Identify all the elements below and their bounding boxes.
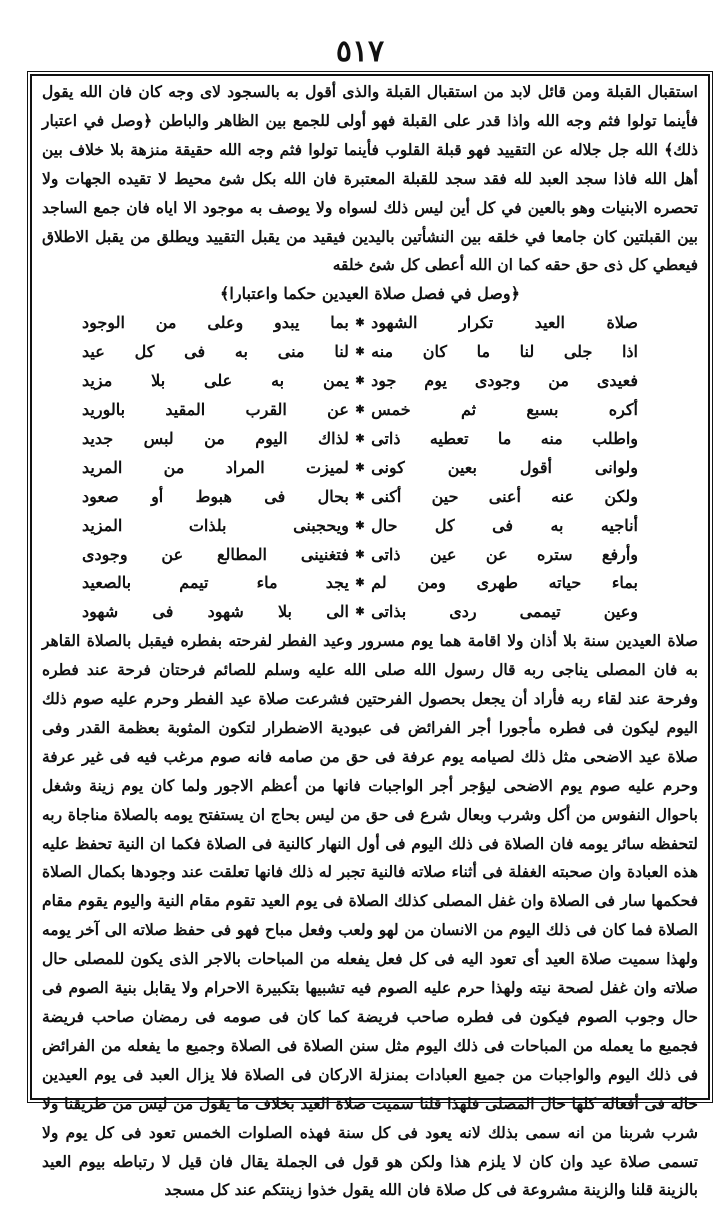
first-hemistich: فعيدى من وجودى يوم جود xyxy=(371,371,638,391)
verse-separator-icon: ✱ xyxy=(355,374,365,388)
intro-paragraph: استقبال القبلة ومن قائل لابد من استقبال القبلة والذى أقول به بالسجود لاى وجه كان فان الله يقول فأينما تولوا فثم وجه الله واذا قدر على القبلة فهو أولى للجمع بين الظاهر والباطن ﴿وصل في اعتبار ذلك﴾ الله جل جلاله عن التقييد فهو قبلة القلوب فأينما تولوا فثم وجه الله حقيقة منزهة بلا خلاف بين أهل الله فاذا سجد العبد لله فقد سجد للقبلة المعتبرة فان الله بكل شئ محيط لا تقيده الجهات ولا تحصره الابنيات وهو بالعين في كل أين ليس ذلك لسواه ولا يوصف به موجود الا اياه فان جمع الساجد بين القبلتين كان جامعا في خلقه بين النشأتين باليدين فيقيد من يقبل التقييد ويطلق من يقبل الاطلاق فيعطي كل ذى حق حقه كما ان الله أعطى كل شئ خلقه xyxy=(42,82,698,275)
first-hemistich: أكره بسبع ثم خمس xyxy=(371,399,638,419)
first-hemistich: وأرفع ستره عن عين ذاتى xyxy=(371,544,638,564)
first-hemistich: ولوانى أقول بعين كونى xyxy=(371,457,638,477)
poem-verse xyxy=(82,512,638,541)
section-heading: ﴿وصل في فصل صلاة العيدين حكما واعتبارا﴾ xyxy=(220,284,520,304)
first-hemistich: صلاة العيد تكرار الشهود xyxy=(371,313,638,333)
verse-separator-icon: ✱ xyxy=(355,489,365,503)
page-content xyxy=(42,78,698,1205)
second-hemistich: بما يبدو وعلى من الوجود xyxy=(82,313,349,333)
verse-separator-icon: ✱ xyxy=(355,518,365,532)
poem xyxy=(42,309,698,627)
second-hemistich: لنا منى به فى كل عيد xyxy=(82,342,349,362)
poem-verse xyxy=(82,598,638,627)
poem-verse xyxy=(82,454,638,483)
page-number: ٥١٧ xyxy=(335,34,385,69)
poem-verse xyxy=(82,396,638,425)
verse-separator-icon: ✱ xyxy=(355,460,365,474)
body-paragraph: صلاة العيدين سنة بلا أذان ولا اقامة هما يوم مسرور وعيد الفطر لفرحته بفطره فيقبل بالصلاة القاهر به فان المصلى يناجى ربه قال رسول الله صلى الله عليه وسلم للصائم فرحتان فرحة عند فطره وفرحة عند لقاء ربه فأراد أن يجعل بحصول الفرحتين فشرعت صلاة عيد الفطر وحرم عليه صوم ذلك اليوم ليكون فى فطره مأجورا أجر الفرائض فى عبودية الاضطرار لتكون المثوبة بعظمة القدر وفى صلاة عيد الاضحى مثل ذلك لصيامه يوم عرفة فى حق من صامه فانه صوم مرغب فيه فى غير عرفة وحرم عليه صوم يوم الاضحى ليؤجر أجر الواجبات فانها من أعظم الاجور ولما كان يوم زينة وشغل باحوال النفوس من أكل وشرب وبعال شرع فى حق من ليس بحاج ان يستفتح يومه بالصلاة مناجاة ربه لتحفظه سائر يومه فان الصلاة فى ذلك اليوم فى أول النهار كالنية فى الصلاة فكما ان النية تحفظ عليه هذه العبادة وان صحبته الغفلة فى أثناء صلاته فالنية تجبر له ذلك فانها تعلقت عند وجودها بكمال الصلاة فحكمها سار فى الصلاة وان غفل المصلى كذلك الصلاة فى يوم العيد تقوم مقام النية واليوم يقوم مقام الصلاة فما كان فى ذلك اليوم من الانسان من لهو ولعب وفعل مباح فهو فى حفظ صلاته الى آخر يومه ولهذا سميت صلاة العيد أى تعود اليه فى كل فعل يفعله من المباحات بالاجر الذى يكون للمصلى حال صلاته وان غفل لصحة نيته ولهذا حرم عليه الصوم فيه تشبيها بتكبيرة الاحرام ولا يقابل بنية الصوم فى حال وجوب الصوم فيكون فى فطره صاحب فريضة كما كان فى صومه فى رمضان صاحب فريضة فجميع ما يعمله من المباحات فى ذلك اليوم مثل سنن الصلاة فى الصلاة وجميع ما يفعله من الفرائض فى ذلك اليوم والواجبات من جميع العبادات بمنزلة الاركان فى الصلاة فلا يزال العبد فى يوم العيدين حاله فى أفعاله كلها حال المصلى فلهذا قلنا سميت صلاة العيد بخلاف ما يقول من ليس من طريقنا ولا شرب شربنا من انه سمى بذلك لانه يعود فى كل سنة فهذه الصلوات الخمس تعود فى كل يوم ولا تسمى صلاة عيد وان كان لا يلزم هذا ولكن هو قول فى الجملة يقال فان قيل لا رتباطه بيوم العيد بالزينة قلنا والزينة مشروعة فى كل صلاة فان الله يقول خذوا زينتكم عند كل مسجد xyxy=(42,631,698,1200)
poem-verse xyxy=(82,569,638,598)
second-hemistich: عن القرب المقيد بالوريد xyxy=(82,399,349,419)
verse-separator-icon: ✱ xyxy=(355,547,365,561)
second-hemistich: لميزت المراد من المريد xyxy=(82,457,349,477)
first-hemistich: بماء حياته طهرى ومن لم xyxy=(371,573,638,593)
page-frame xyxy=(30,74,710,1200)
first-hemistich: وعين تيممى ردى بذاتى xyxy=(371,602,638,622)
first-hemistich: أناجيه به فى كل حال xyxy=(371,515,638,535)
poem-verse xyxy=(82,367,638,396)
poem-verse xyxy=(82,483,638,512)
second-hemistich: لذاك اليوم من لبس جديد xyxy=(82,428,349,448)
poem-verse xyxy=(82,338,638,367)
verse-separator-icon: ✱ xyxy=(355,576,365,590)
second-hemistich: يجد ماء تيمم بالصعيد xyxy=(82,573,349,593)
second-hemistich: بحال فى هبوط أو صعود xyxy=(82,486,349,506)
verse-separator-icon: ✱ xyxy=(355,316,365,330)
second-hemistich: يمن به على بلا مزيد xyxy=(82,371,349,391)
verse-separator-icon: ✱ xyxy=(355,345,365,359)
poem-verse xyxy=(82,309,638,338)
first-hemistich: ولكن عنه أعنى حين أكنى xyxy=(371,486,638,506)
verse-separator-icon: ✱ xyxy=(355,431,365,445)
verse-separator-icon: ✱ xyxy=(355,402,365,416)
first-hemistich: اذا جلى لنا ما كان منه xyxy=(371,342,638,362)
verse-separator-icon: ✱ xyxy=(355,605,365,619)
poem-verse xyxy=(82,425,638,454)
poem-verse xyxy=(82,541,638,570)
first-hemistich: واطلب منه ما تعطيه ذاتى xyxy=(371,428,638,448)
second-hemistich: الى بلا شهود فى شهود xyxy=(82,602,349,622)
second-hemistich: فتغنينى المطالع عن وجودى xyxy=(82,544,349,564)
second-hemistich: ويحجبنى بلذات المزيد xyxy=(82,515,349,535)
